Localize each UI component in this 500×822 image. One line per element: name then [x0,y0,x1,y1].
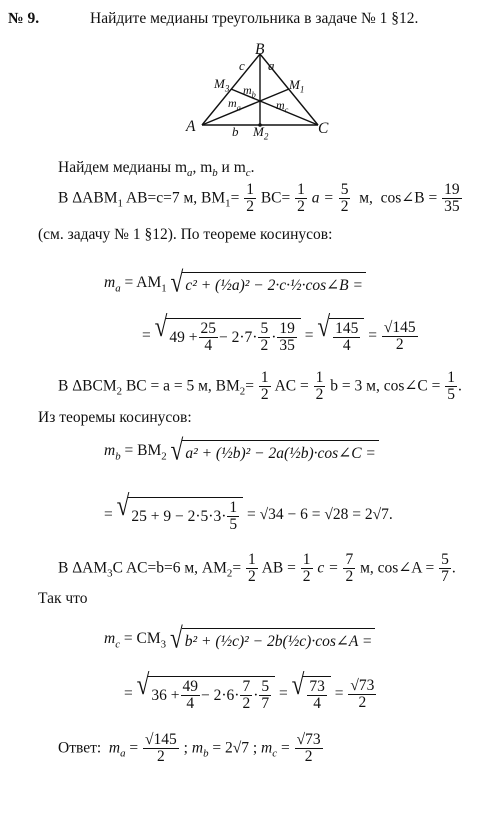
label-m2: $M_2$ [253,124,269,142]
problem-statement: Найдите медианы треугольника в задаче № 1 §12. [90,10,419,27]
mc-formula-row1: $m_c = CM_3$ √ b² + (½c)² − 2b(½c)·cos∠A = [104,628,375,651]
from-theorem-line: Из теоремы косинусов: [38,409,192,426]
label-c: c [239,58,245,73]
label-C: C [318,120,329,137]
ref-line: (см. задачу № 1 §12). По теореме косинусов: [38,226,333,243]
label-B: B [255,41,265,58]
answer-line: Ответ: $m_a$ = $\frac{√145}{2}$ ; $m_b = 2√7$ ; $m_c$ = $\frac{√73}{2}$ [58,731,321,766]
ma-formula-row1: $m_a = AM_1$ √ c² + (½a)² − 2·c·½·cos∠B = [104,272,366,295]
problem-number: № 9. [8,10,40,27]
mb-formula-row1: $m_b = BM_2$ √ a² + (½b)² − 2a(½b)·cos∠C = [104,440,379,463]
am3c-line: В $\Delta AM_3C$ AC=b=6 м, $AM_2=$ $\frac{1}{2}$ AB = $\frac{1}{2}$ c = $\frac{7}{2}$ м, cos∠A = $\frac{5}{7}$ . [58,551,456,586]
so-line: Так что [38,590,88,607]
label-ma: $m_a$ [228,96,241,113]
label-a: a [268,58,275,73]
label-m1: $M_1$ [289,77,305,95]
label-m3: $M_3$ [214,76,230,94]
mc-formula-row2: = √ 36 + $\frac{49}{4}$ − 2·6· $\frac{7}{2}$ · $\frac{5}{7}$ = √ $\frac{73}{4}$ = $\frac{√73}{2}$ [124,668,375,713]
find-medians-line: Найдем медианы $m_a$, $m_b$ и $m_c$. [58,159,255,180]
ma-formula-row2: = √ 49 + $\frac{25}{4}$ − 2·7· $\frac{5}{2}$ · $\frac{19}{35}$ = √ $\frac{145}{4}$ = $\frac{√145}{2}$ [142,310,416,355]
label-b: b [232,124,239,139]
label-mc: $m_c$ [276,98,289,115]
abm1-line: В $\Delta ABM_1$ AB=c=7 м, $BM_1=$ $\frac{1}{2}$ BC= $\frac{1}{2}$ a = $\frac{5}{2}$ м, cos∠B = $\frac{19}{35}$ [58,181,460,216]
bcm2-line: В $\Delta BCM_2$ BC = a = 5 м, $BM_2=$ $\frac{1}{2}$ AC = $\frac{1}{2}$ b = 3 м, cos∠C = $\frac{1}{5}$ . [58,369,462,404]
mb-formula-row2: = √ 25 + 9 − 2·5·3· $\frac{1}{5}$ = √34 − 6 = √28 = 2√7. [104,489,393,534]
label-mb: $m_b$ [243,83,256,100]
label-A: A [186,118,196,135]
